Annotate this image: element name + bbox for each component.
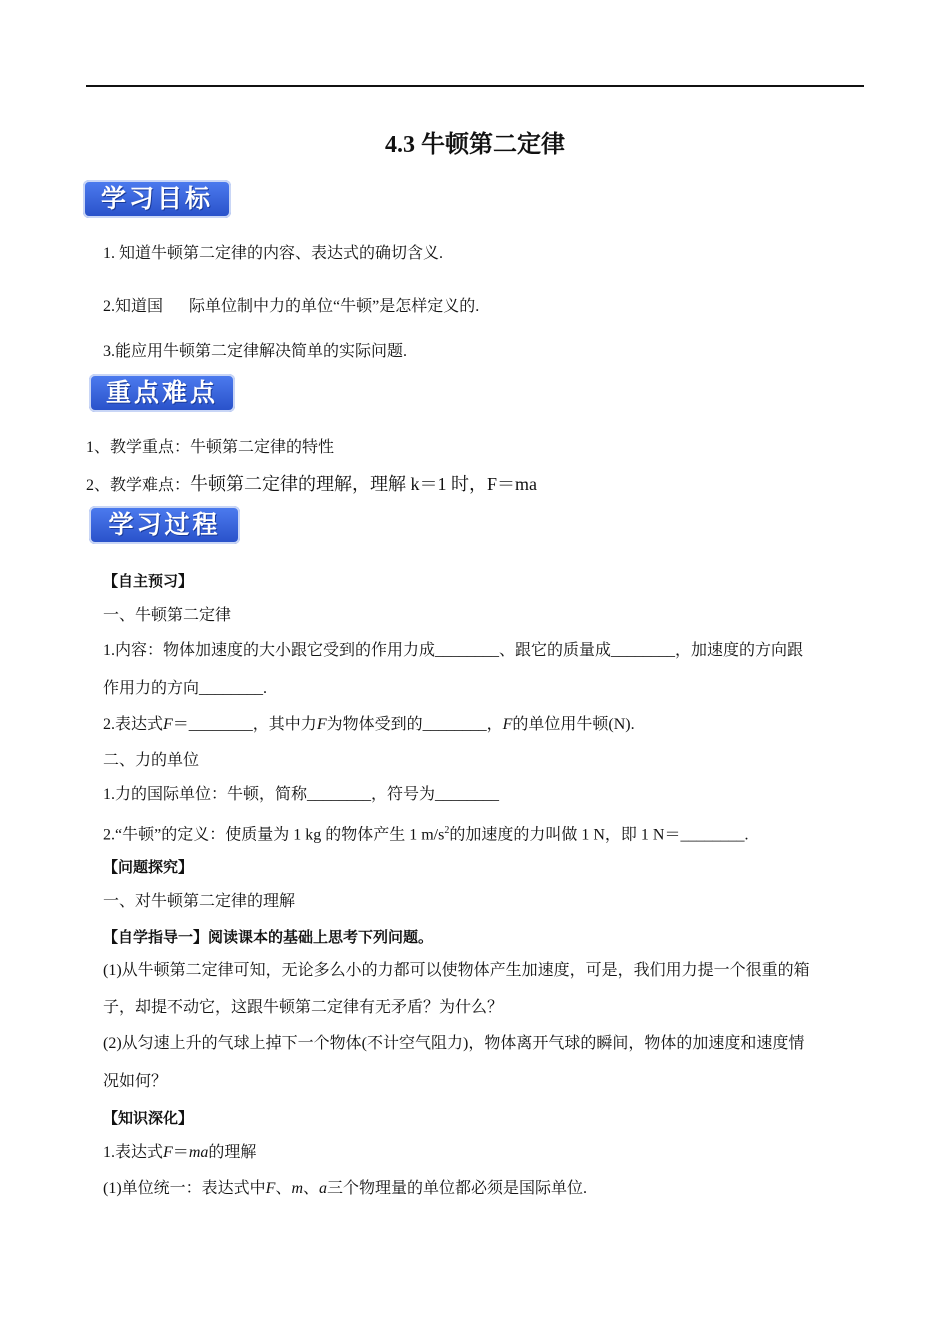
separator: 、	[275, 1180, 292, 1197]
deepen-label: 1.表达式	[103, 1144, 164, 1161]
badge-process: 学习过程	[89, 506, 240, 544]
objective-3: 3.能应用牛顿第二定律解决简单的实际问题.	[103, 343, 408, 360]
deepen-text: 的理解	[208, 1144, 257, 1161]
unit-unify-label: (1)单位统一：表达式中	[103, 1180, 266, 1197]
deepen-line-2	[103, 1178, 587, 1200]
symbol-f: F	[316, 716, 327, 733]
section-explore: 【问题探究】	[103, 858, 194, 876]
content-line-2: 作用力的方向________.	[103, 680, 268, 697]
symbol-f: F	[265, 1180, 276, 1197]
symbol-f: F	[163, 1144, 173, 1161]
objective-2-c: “牛顿”是怎样定义的.	[333, 298, 480, 315]
question-1-line-2: 子，却提不动它，这跟牛顿第二定律有无矛盾？为什么？	[103, 999, 504, 1016]
expression-label: 2.表达式	[103, 716, 164, 733]
objective-2-a: 知道国	[115, 296, 164, 315]
newton-definition-b: 的加速度的力叫做 1 N，即 1 N＝________.	[449, 826, 749, 844]
keypoint-2-label: 2、教学难点：	[86, 477, 191, 494]
badge-keypoints: 重点难点	[89, 374, 235, 412]
self-study-guide: 【自学指导一】阅读课本的基础上思考下列问题。	[103, 928, 434, 946]
objective-2-num: 2.	[103, 298, 115, 315]
keypoint-2-text: 牛顿第二定律的理解，理解 k＝1 时，F＝ma	[190, 474, 538, 494]
unit-line-1: 1.力的国际单位：牛顿，简称________，符号为________	[103, 786, 500, 803]
equals-sign: ＝	[172, 1144, 189, 1161]
heading-understanding: 一、对牛顿第二定律的理解	[103, 893, 296, 910]
expression-text-3: 的单位用牛顿(N).	[512, 716, 635, 733]
superscript-2: 2	[444, 825, 450, 836]
page-title: 4.3 牛顿第二定律	[385, 132, 565, 158]
unit-unify-text: 三个物理量的单位都必须是国际单位.	[327, 1180, 588, 1197]
question-2-line-1: (2)从匀速上升的气球上掉下一个物体(不计空气阻力)，物体离开气球的瞬间，物体的加速度和速度情	[103, 1035, 805, 1052]
objective-2	[103, 295, 479, 318]
heading-force-unit: 二、力的单位	[103, 752, 200, 769]
content-line-1: 1.内容：物体加速度的大小跟它受到的作用力成________、跟它的质量成________，加速度的方向跟	[103, 642, 804, 659]
badge-objectives: 学习目标	[83, 180, 231, 218]
expression-text-1: ＝________，其中力	[172, 716, 317, 733]
question-2-line-2: 况如何？	[103, 1073, 168, 1090]
keypoint-1: 1、教学重点：牛顿第二定律的特性	[86, 439, 335, 456]
heading-newton-second-law: 一、牛顿第二定律	[103, 607, 232, 624]
header-rule	[86, 85, 864, 87]
newton-definition-a: 2.“牛顿”的定义：使质量为 1 kg 的物体产生 1 m/s	[103, 826, 445, 844]
objective-1: 1. 知道牛顿第二定律的内容、表达式的确切含义.	[103, 245, 444, 262]
section-preview: 【自主预习】	[103, 572, 194, 590]
symbol-f: F	[502, 716, 513, 733]
expression-text-2: 为物体受到的________，	[326, 716, 503, 733]
deepen-line-1	[103, 1142, 256, 1164]
unit-line-2	[103, 820, 748, 846]
separator: 、	[303, 1180, 320, 1197]
section-deepen: 【知识深化】	[103, 1109, 194, 1127]
keypoint-2	[86, 473, 537, 497]
question-1-line-1: (1)从牛顿第二定律可知，无论多么小的力都可以使物体产生加速度，可是，我们用力提一个很重的箱	[103, 962, 810, 979]
objective-2-b: 际单位制中力的单位	[189, 296, 334, 315]
symbol-a: a	[319, 1180, 328, 1197]
symbol-m: m	[291, 1180, 304, 1197]
symbol-ma: ma	[188, 1144, 209, 1161]
expression-line	[103, 714, 635, 736]
symbol-f: F	[163, 716, 173, 733]
